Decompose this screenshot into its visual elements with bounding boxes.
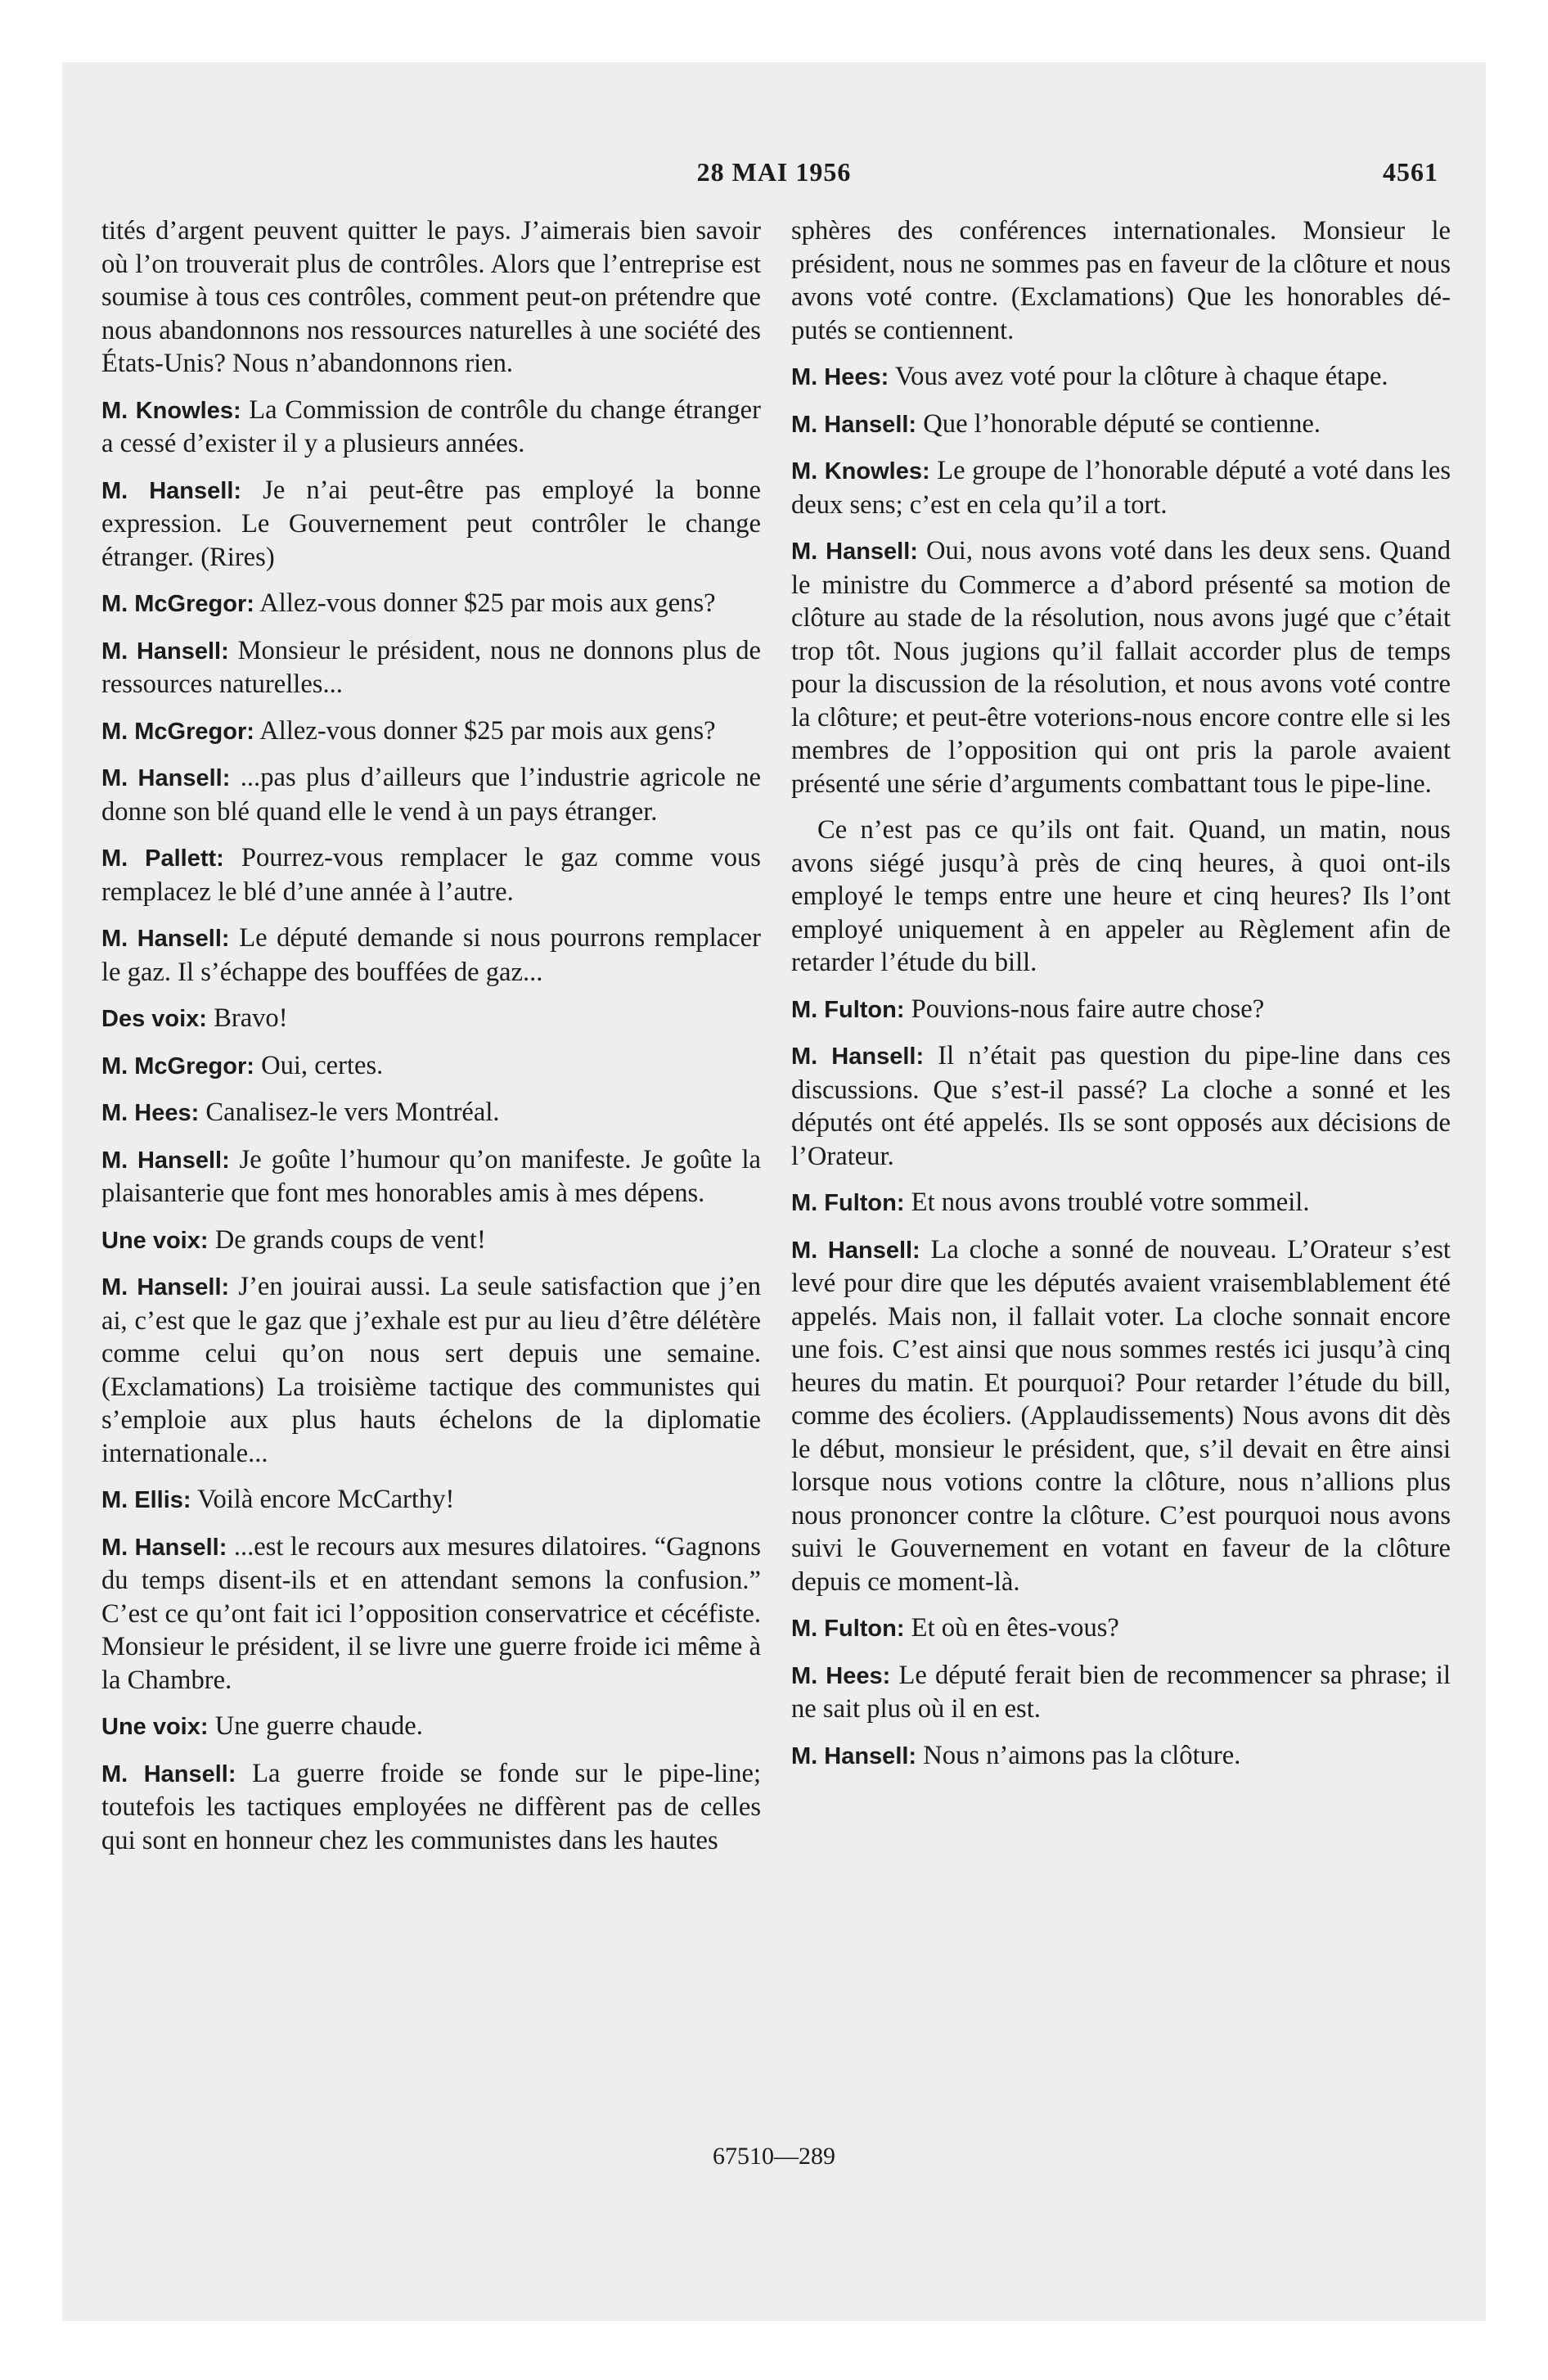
paragraph xyxy=(101,394,761,461)
paragraph xyxy=(101,587,761,621)
paragraph-text: tités d’argent peuvent quitter le pays. J’aimerais bien savoir où l’on trouverait plus de contrôles. Alors que l’entreprise est soumise à tous ces contrôles, comment peut-on prétendre que nous abandonnons nos ressources naturelles à une société des États-Unis? Nous n’abandonnons rien. xyxy=(101,216,761,378)
paragraph-text: Voilà encore McCarthy! xyxy=(197,1485,455,1514)
paragraph xyxy=(791,214,1451,347)
paragraph xyxy=(101,761,761,828)
speaker-name: M. McGregor: xyxy=(101,1053,254,1080)
paragraph-text: Pouvions-nous faire autre chose? xyxy=(911,994,1265,1024)
paragraph-text: ...est le recours aux mesures dilatoires. “Gagnons du temps disent-ils et en attendant semons la confusion.” C’est ce qu’ont fait ici l’opposition conservatrice et cécéfiste. Monsieur le président, il se livre une guerre froide ici même à la Chambre. xyxy=(101,1531,761,1695)
speaker-name: M. Hees: xyxy=(791,364,889,390)
paragraph xyxy=(101,1143,761,1210)
paragraph xyxy=(101,214,761,381)
paragraph xyxy=(791,1039,1451,1173)
paragraph-text: La guerre froide se fonde sur le pipe-line; toutefois les tactiques employées ne diffèrent pas de celles qui sont en honneur chez les communistes dans les hautes xyxy=(101,1758,761,1855)
paragraph xyxy=(791,1659,1451,1726)
paragraph xyxy=(791,814,1451,980)
paragraph-text: Que l’honorable député se contienne. xyxy=(923,408,1321,439)
paragraph-text: J’en jouirai aussi. La seule satisfaction que j’en ai, c’est que le gaz que j’exhale est pur au lieu d’être délétère comme celui qu’on nous sert depuis une semaine. (Exclamations) La troisième tactique des communistes qui s’emploie aux plus hauts échelons de la diplomatie internationale... xyxy=(101,1272,761,1468)
speaker-name: M. Hansell: xyxy=(791,1237,920,1264)
speaker-name: M. Hansell: xyxy=(101,477,242,504)
speaker-name: M. Fulton: xyxy=(791,996,905,1023)
paragraph-text: Ce n’est pas ce qu’ils ont fait. Quand, un matin, nous avons siégé jusqu’à près de cinq heures, à quoi ont-ils employé le temps entre une heure et cinq heures? Ils l’ont employé uniquement à en appeler au Règlement afin de retarder l’étude du bill. xyxy=(791,815,1451,977)
speaker-name: M. Hansell: xyxy=(791,539,918,565)
speaker-name: Une voix: xyxy=(101,1227,209,1254)
paragraph-text: Oui, certes. xyxy=(261,1050,384,1080)
speaker-name: M. Hansell: xyxy=(101,1760,236,1787)
footer-code: 67510—289 xyxy=(713,2143,835,2170)
paragraph xyxy=(791,1186,1451,1220)
speaker-name: M. Hees: xyxy=(101,1100,200,1126)
speaker-name: M. Fulton: xyxy=(791,1190,905,1216)
paragraph-text: La cloche a sonné de nouveau. L’Orateur s’est levé pour dire que les députés avaient vraisemblablement été appelés. Mais non, il fallait voter. La cloche sonnait encore une fois. C’est ainsi que nous sommes restés ici jusqu’à cinq heures du matin. Et pourquoi? Pour retarder l’étude du bill, comme des écoliers. (Applaudissements) Nous avons dit dès le début, monsieur le président, que, s’il devait en être ainsi lorsque nous votions contre la clôture, nous n’allions plus nous prononcer contre la clôture. C’est pourquoi nous avons suivi le Gouvernement en votant en faveur de la clôture depuis ce moment-là. xyxy=(791,1234,1451,1597)
paragraph xyxy=(101,714,761,749)
paragraph xyxy=(101,1224,761,1258)
paragraph-text: Je goûte l’humour qu’on manifeste. Je goûte la plaisanterie que font mes honorables amis à mes dépens. xyxy=(101,1144,762,1208)
paragraph xyxy=(791,454,1451,521)
speaker-name: M. Fulton: xyxy=(791,1616,905,1642)
paragraph xyxy=(101,1002,761,1036)
paragraph-text: Pourrez-vous remplacer le gaz comme vous remplacez le blé d’une année à l’autre. xyxy=(101,843,761,907)
paragraph-text: Oui, nous avons voté dans les deux sens. Quand le ministre du Commerce a d’abord présenté sa motion de clôture au stade de la résolution, nous avons jugé que c’était trop tôt. Nous jugions qu’il fallait accorder plus de temps pour la discussion de la résolution, et nous avons voté contre la clôture; et peut-être voterions-nous encore contre elle si les membres de l’opposition qui ont pris la parole avaient présenté une série d’arguments combattant tous le pipe-line. xyxy=(791,536,1451,799)
paragraph-text: Nous n’aimons pas la clôture. xyxy=(923,1740,1241,1770)
speaker-name: M. Hees: xyxy=(791,1662,891,1689)
paragraph xyxy=(791,360,1451,394)
paragraph-text: Le député demande si nous pourrons remplacer le gaz. Il s’échappe des bouffées de gaz... xyxy=(101,923,761,987)
paragraph xyxy=(101,1530,761,1697)
paragraph xyxy=(101,1049,761,1084)
left-column xyxy=(101,214,761,1870)
speaker-name: M. Hansell: xyxy=(791,411,917,438)
paragraph-text: Canalisez-le vers Montréal. xyxy=(205,1098,500,1127)
header-date: 28 MAI 1956 xyxy=(696,157,852,187)
paragraph xyxy=(791,408,1451,442)
paragraph-text: Le député ferait bien de recommencer sa phrase; il ne sait plus où il en est. xyxy=(791,1660,1451,1724)
speaker-name: Une voix: xyxy=(101,1714,209,1740)
speaker-name: M. Hansell: xyxy=(791,1044,925,1070)
page-header xyxy=(62,157,1486,198)
speaker-name: M. Knowles: xyxy=(791,458,930,485)
speaker-name: M. Hansell: xyxy=(791,1742,917,1769)
paragraph-text: Monsieur le président, nous ne donnons plus de ressources naturelles... xyxy=(101,635,762,699)
speaker-name: Des voix: xyxy=(101,1006,207,1032)
paragraph-text: La Commission de contrôle du change étranger a cessé d’exister il y a plusieurs années. xyxy=(101,394,761,458)
speaker-name: M. McGregor: xyxy=(101,591,254,617)
paragraph xyxy=(101,474,761,575)
speaker-name: M. Ellis: xyxy=(101,1487,191,1513)
speaker-name: M. Hansell: xyxy=(101,926,230,952)
paragraph-text: Et nous avons troublé votre sommeil. xyxy=(911,1188,1310,1217)
page-sheet xyxy=(62,62,1486,2321)
paragraph-text: Je n’ai peut-être pas employé la bonne expression. Le Gouvernement peut contrôler le change étranger. (Rires) xyxy=(101,475,761,572)
header-page-number: 4561 xyxy=(1383,157,1438,187)
speaker-name: M. McGregor: xyxy=(101,718,254,745)
paragraph-text: ...pas plus d’ailleurs que l’industrie agricole ne donne son blé quand elle le vend à un pays étranger. xyxy=(101,763,761,827)
speaker-name: M. Hansell: xyxy=(101,765,231,791)
paragraph-text: Vous avez voté pour la clôture à chaque étape. xyxy=(894,362,1388,391)
paragraph xyxy=(101,841,761,908)
paragraph xyxy=(791,534,1451,800)
paragraph-text: Allez-vous donner $25 par mois aux gens? xyxy=(259,715,716,746)
paragraph xyxy=(101,1483,761,1517)
paragraph xyxy=(101,1757,761,1858)
paragraph-text: Bravo! xyxy=(214,1003,288,1033)
paragraph-text: Allez-vous donner $25 par mois aux gens? xyxy=(259,588,716,618)
paragraph xyxy=(791,993,1451,1027)
paragraph xyxy=(101,1710,761,1744)
speaker-name: M. Hansell: xyxy=(101,638,229,665)
paragraph xyxy=(791,1739,1451,1774)
paragraph xyxy=(101,1270,761,1470)
speaker-name: M. Hansell: xyxy=(101,1534,227,1561)
paragraph-text: sphères des conférences internationales. Monsieur le président, nous ne sommes pas en faveur de la clôture et nous avons voté contre. (Exclamations) Que les honorables députés se contiennent. xyxy=(791,216,1451,345)
paragraph xyxy=(101,922,761,989)
paragraph xyxy=(101,634,761,701)
speaker-name: M. Knowles: xyxy=(101,397,241,424)
right-column xyxy=(791,214,1451,1786)
paragraph-text: Et où en êtes-vous? xyxy=(911,1613,1119,1643)
paragraph-text: Le groupe de l’honorable député a voté dans les deux sens; c’est en cela qu’il a tort. xyxy=(791,456,1451,520)
paragraph xyxy=(791,1611,1451,1646)
paragraph xyxy=(791,1233,1451,1599)
speaker-name: M. Hansell: xyxy=(101,1147,230,1174)
speaker-name: M. Pallett: xyxy=(101,845,224,872)
paragraph-text: De grands coups de vent! xyxy=(214,1224,486,1255)
speaker-name: M. Hansell: xyxy=(101,1274,230,1300)
paragraph xyxy=(101,1096,761,1130)
paragraph-text: Il n’était pas question du pipe-line dans ces discussions. Que s’est-il passé? La cloche a sonné et les députés ont été appelés. Ils se sont opposés aux décisions de l’Orateur. xyxy=(791,1041,1451,1171)
paragraph-text: Une guerre chaude. xyxy=(214,1711,423,1741)
